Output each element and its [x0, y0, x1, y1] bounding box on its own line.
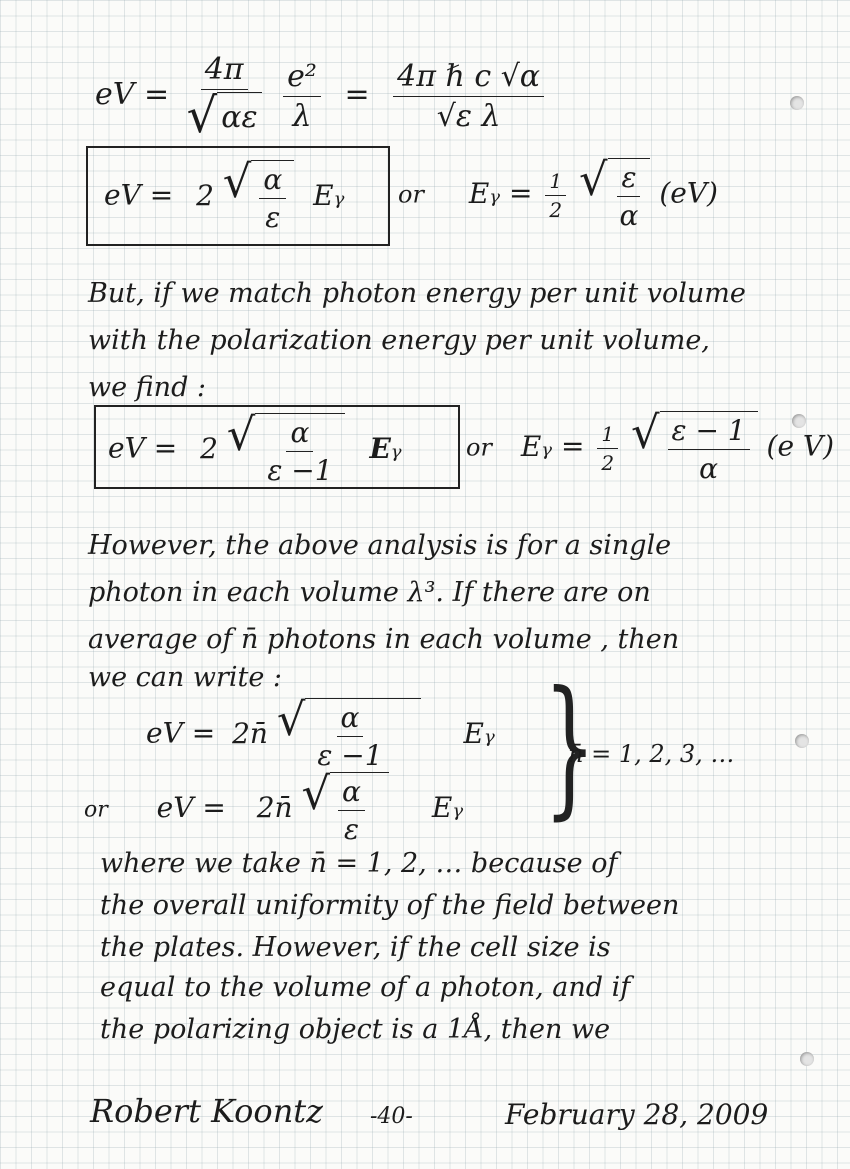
paragraph-2-line-3: average of n̄ photons in each volume , then: [88, 624, 680, 655]
equation-3-alt: or Eγ = $\frac{1}{2}$ √ $\frac{\varepsilon - 1}{\alpha}$ (e V): [466, 406, 835, 485]
equation-2-main: eV = 2 √ $\frac{\alpha}{\varepsilon}$ Eγ: [104, 155, 345, 234]
paragraph-2-line-4: we can write :: [88, 662, 283, 693]
paragraph-3-line-1: where we take n̄ = 1, 2, … because of: [100, 848, 618, 879]
signature: Robert Koontz: [90, 1092, 324, 1130]
paragraph-1-line-3: we find :: [88, 372, 207, 403]
binder-hole: [790, 96, 804, 110]
paragraph-3-line-2: the overall uniformity of the field between: [100, 890, 680, 921]
paragraph-1-line-1: But, if we match photon energy per unit volume: [88, 278, 746, 309]
n-bar-values: n̄ = 1, 2, 3, …: [568, 740, 735, 768]
curly-brace: }: [543, 660, 596, 834]
equation-1: eV = 4π √ αε $\frac{\text{e²}}{\lambda}$ = $\frac{\text{4π ℏ c √α}}{\text{√ε λ}}$: [95, 52, 548, 140]
paragraph-2-line-1: However, the above analysis is for a single: [88, 530, 672, 561]
equation-4: eV = 2n̄ √ $\frac{\alpha}{\varepsilon -1}$ Eγ: [146, 693, 495, 772]
page-number: -40-: [370, 1104, 413, 1129]
paragraph-3-line-5: the polarizing object is a 1Å, then we: [100, 1014, 611, 1045]
binder-hole: [795, 734, 809, 748]
binder-hole: [800, 1052, 814, 1066]
equation-5: or eV = 2n̄ √ $\frac{\alpha}{\varepsilon}$ Eγ: [84, 767, 464, 846]
date: February 28, 2009: [505, 1098, 769, 1131]
equation-2-alt: or Eγ = $\frac{1}{2}$ √ $\frac{\varepsilon}{\alpha}$ (eV): [398, 153, 718, 232]
paragraph-3-line-3: the plates. However, if the cell size is: [100, 932, 611, 963]
paragraph-2-line-2: photon in each volume λ³. If there are on: [88, 577, 651, 608]
paragraph-3-line-4: equal to the volume of a photon, and if: [100, 972, 631, 1003]
paragraph-1-line-2: with the polarization energy per unit volume,: [88, 325, 710, 356]
equation-3-main: eV = 2 √ $\frac{\alpha}{\varepsilon -1}$ Eγ: [108, 408, 402, 487]
